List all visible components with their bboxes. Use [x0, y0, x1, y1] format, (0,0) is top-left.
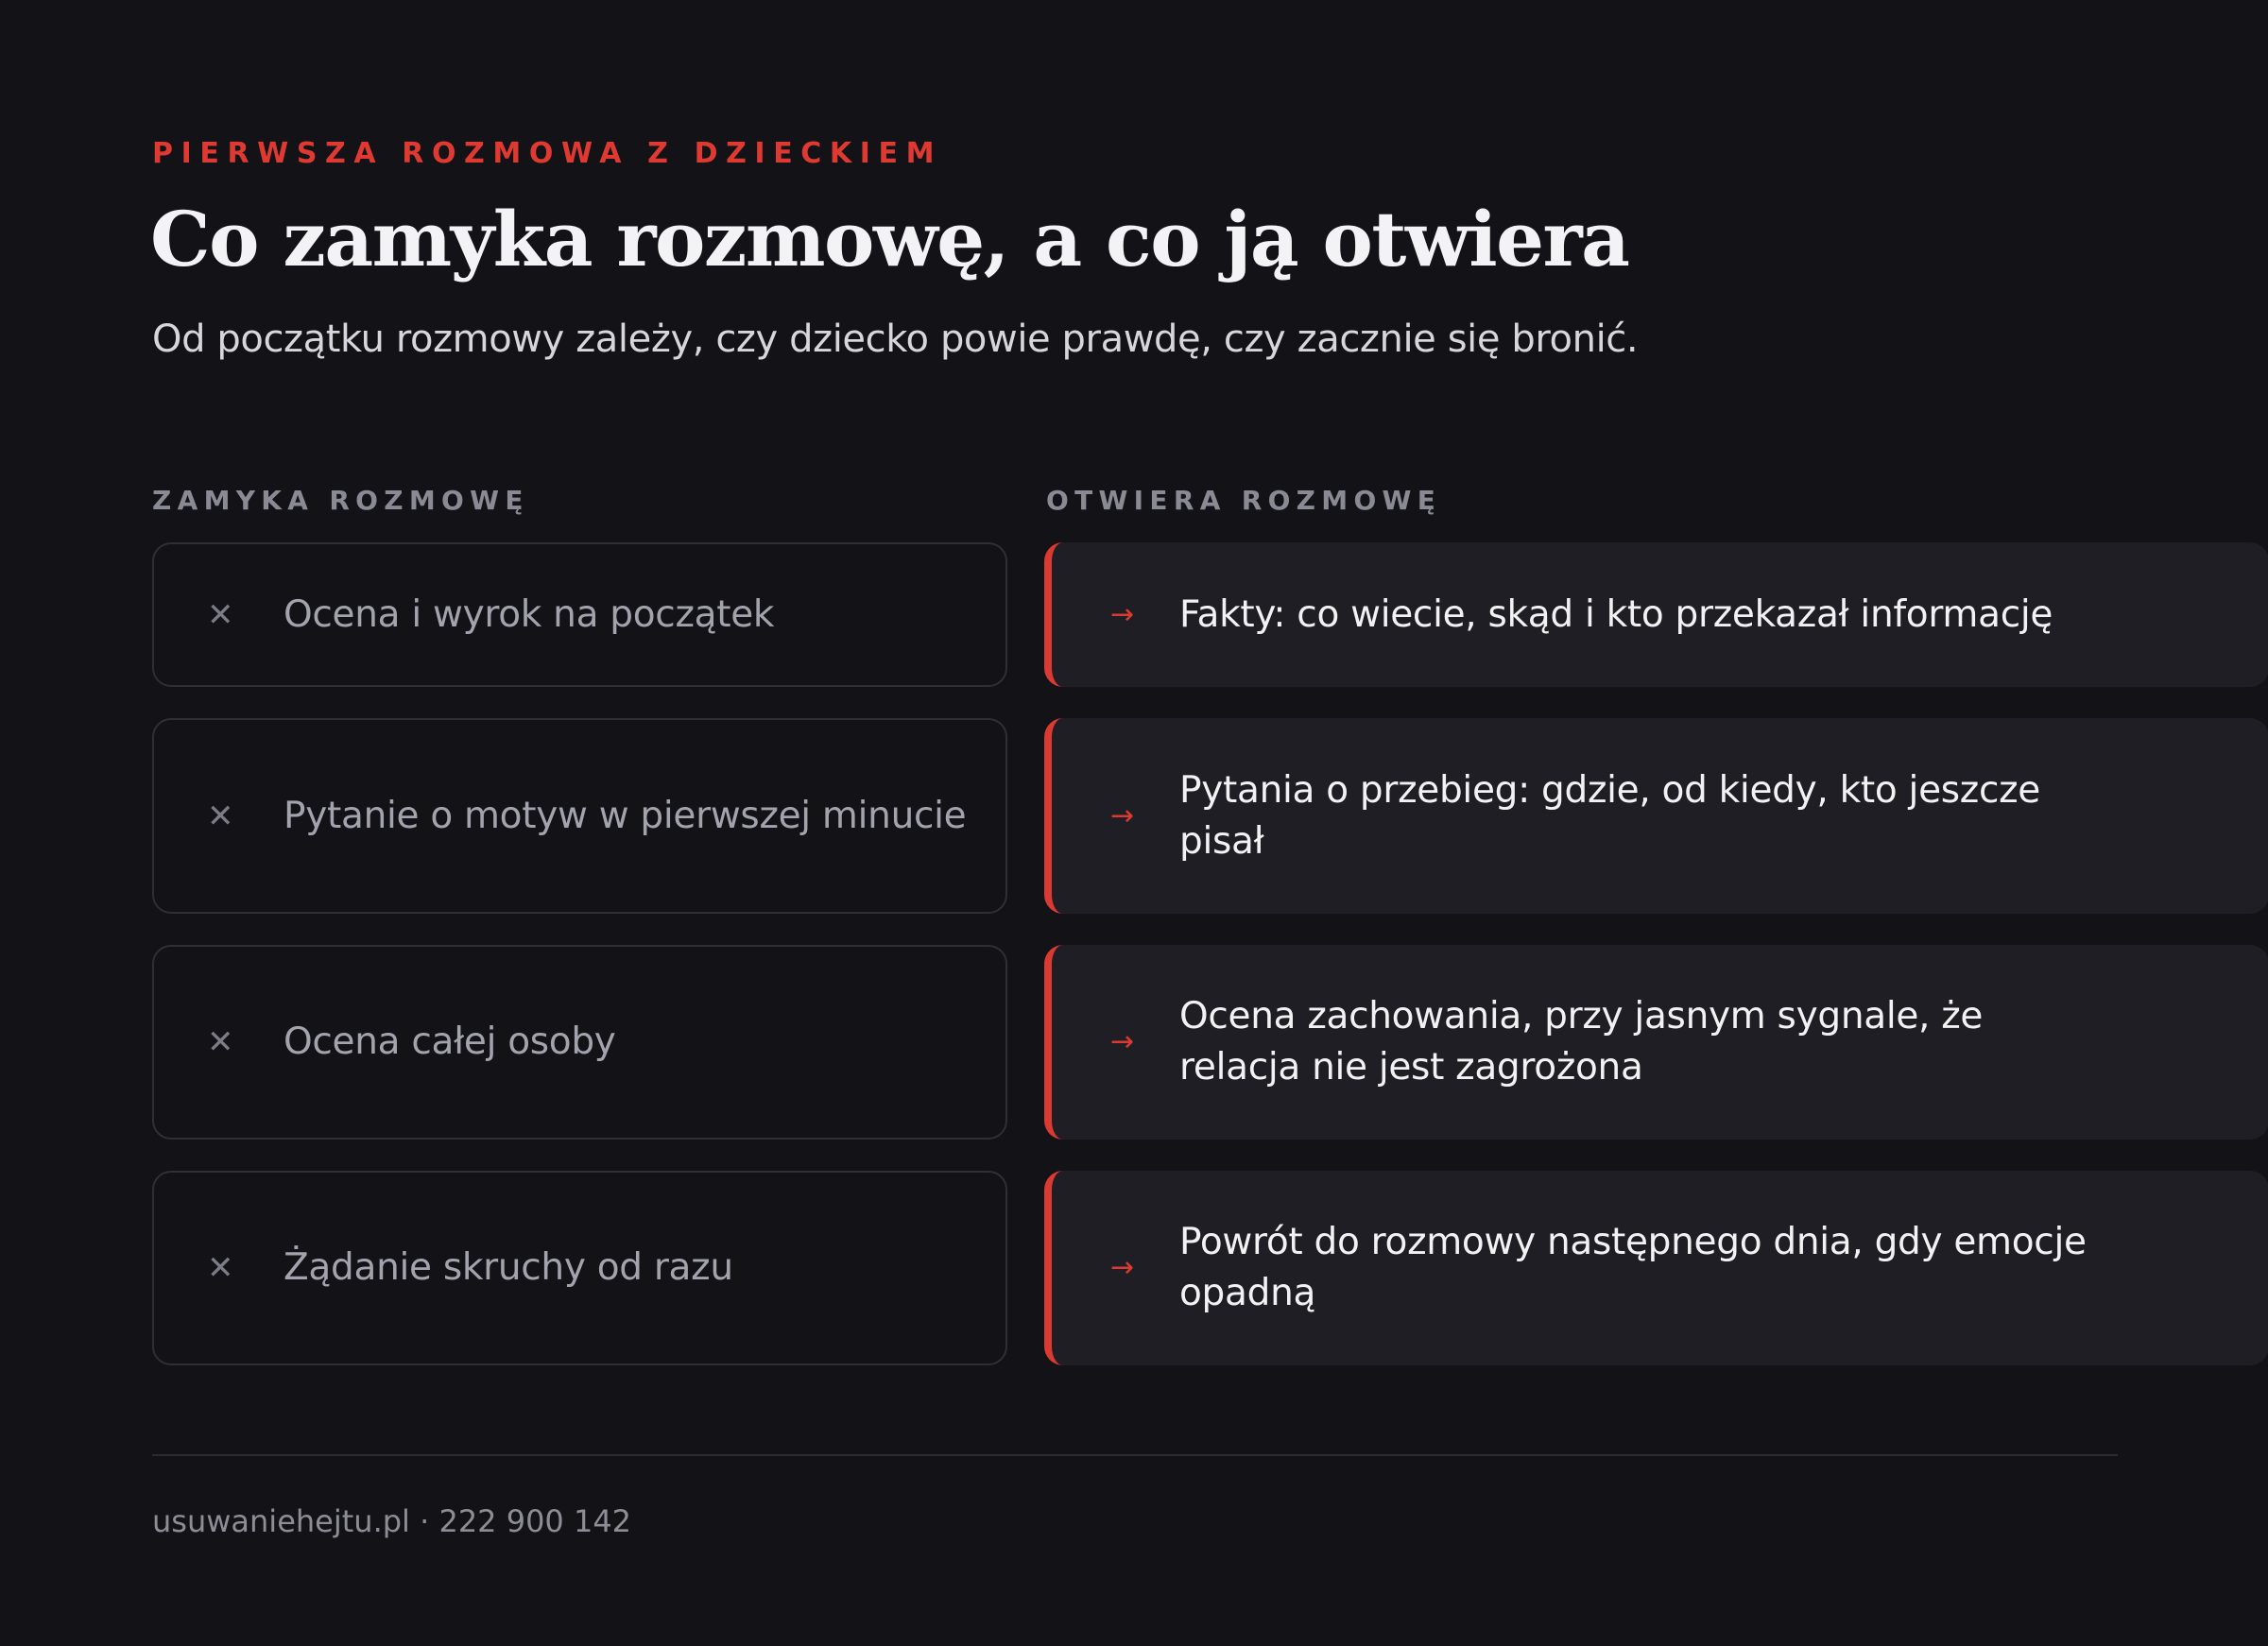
x-icon: ✕ — [207, 595, 234, 634]
page-subtitle: Od początku rozmowy zależy, czy dziecko powie prawdę, czy zacznie się bronić. — [152, 317, 1639, 361]
footer-contact: usuwaniehejtu.pl · 222 900 142 — [152, 1503, 632, 1539]
opens-item — [1044, 718, 2268, 914]
closes-item — [152, 1171, 1007, 1365]
closes-item — [152, 718, 1007, 914]
closes-item-text: Ocena i wyrok na początek — [284, 592, 775, 636]
closes-item-text: Ocena całej osoby — [284, 1020, 616, 1063]
closes-item — [152, 945, 1007, 1140]
closes-item-text: Pytanie o motyw w pierwszej minucie — [284, 794, 967, 837]
opens-item-text: Fakty: co wiecie, skąd i kto przekazał informację — [1179, 592, 2053, 636]
eyebrow-label: PIERWSZA ROZMOWA Z DZIECKIEM — [152, 137, 943, 170]
closes-item — [152, 542, 1007, 687]
x-icon: ✕ — [207, 1023, 234, 1061]
x-icon: ✕ — [207, 797, 234, 835]
arrow-right-icon: → — [1110, 1025, 1135, 1058]
opens-item — [1044, 945, 2268, 1140]
opens-item-text: Ocena zachowania, przy jasnym sygnale, że relacja nie jest zagrożona — [1179, 995, 1984, 1089]
opens-item-text: Powrót do rozmowy następnego dnia, gdy emocje opadną — [1179, 1221, 2087, 1314]
footer-divider — [152, 1454, 2118, 1456]
opens-column-heading: OTWIERA ROZMOWĘ — [1046, 485, 1442, 516]
arrow-right-icon: → — [1110, 1251, 1135, 1284]
page-title: Co zamyka rozmowę, a co ją otwiera — [150, 195, 1629, 283]
opens-item-text: Pytania o przebieg: gdzie, od kiedy, kto jeszcze pisał — [1179, 768, 2040, 863]
opens-item — [1044, 1171, 2268, 1365]
opens-item — [1044, 542, 2268, 687]
closes-item-text: Żądanie skruchy od razu — [284, 1246, 733, 1289]
arrow-right-icon: → — [1110, 597, 1135, 631]
x-icon: ✕ — [207, 1249, 234, 1287]
closes-column-heading: ZAMYKA ROZMOWĘ — [152, 485, 529, 516]
arrow-right-icon: → — [1110, 798, 1135, 832]
